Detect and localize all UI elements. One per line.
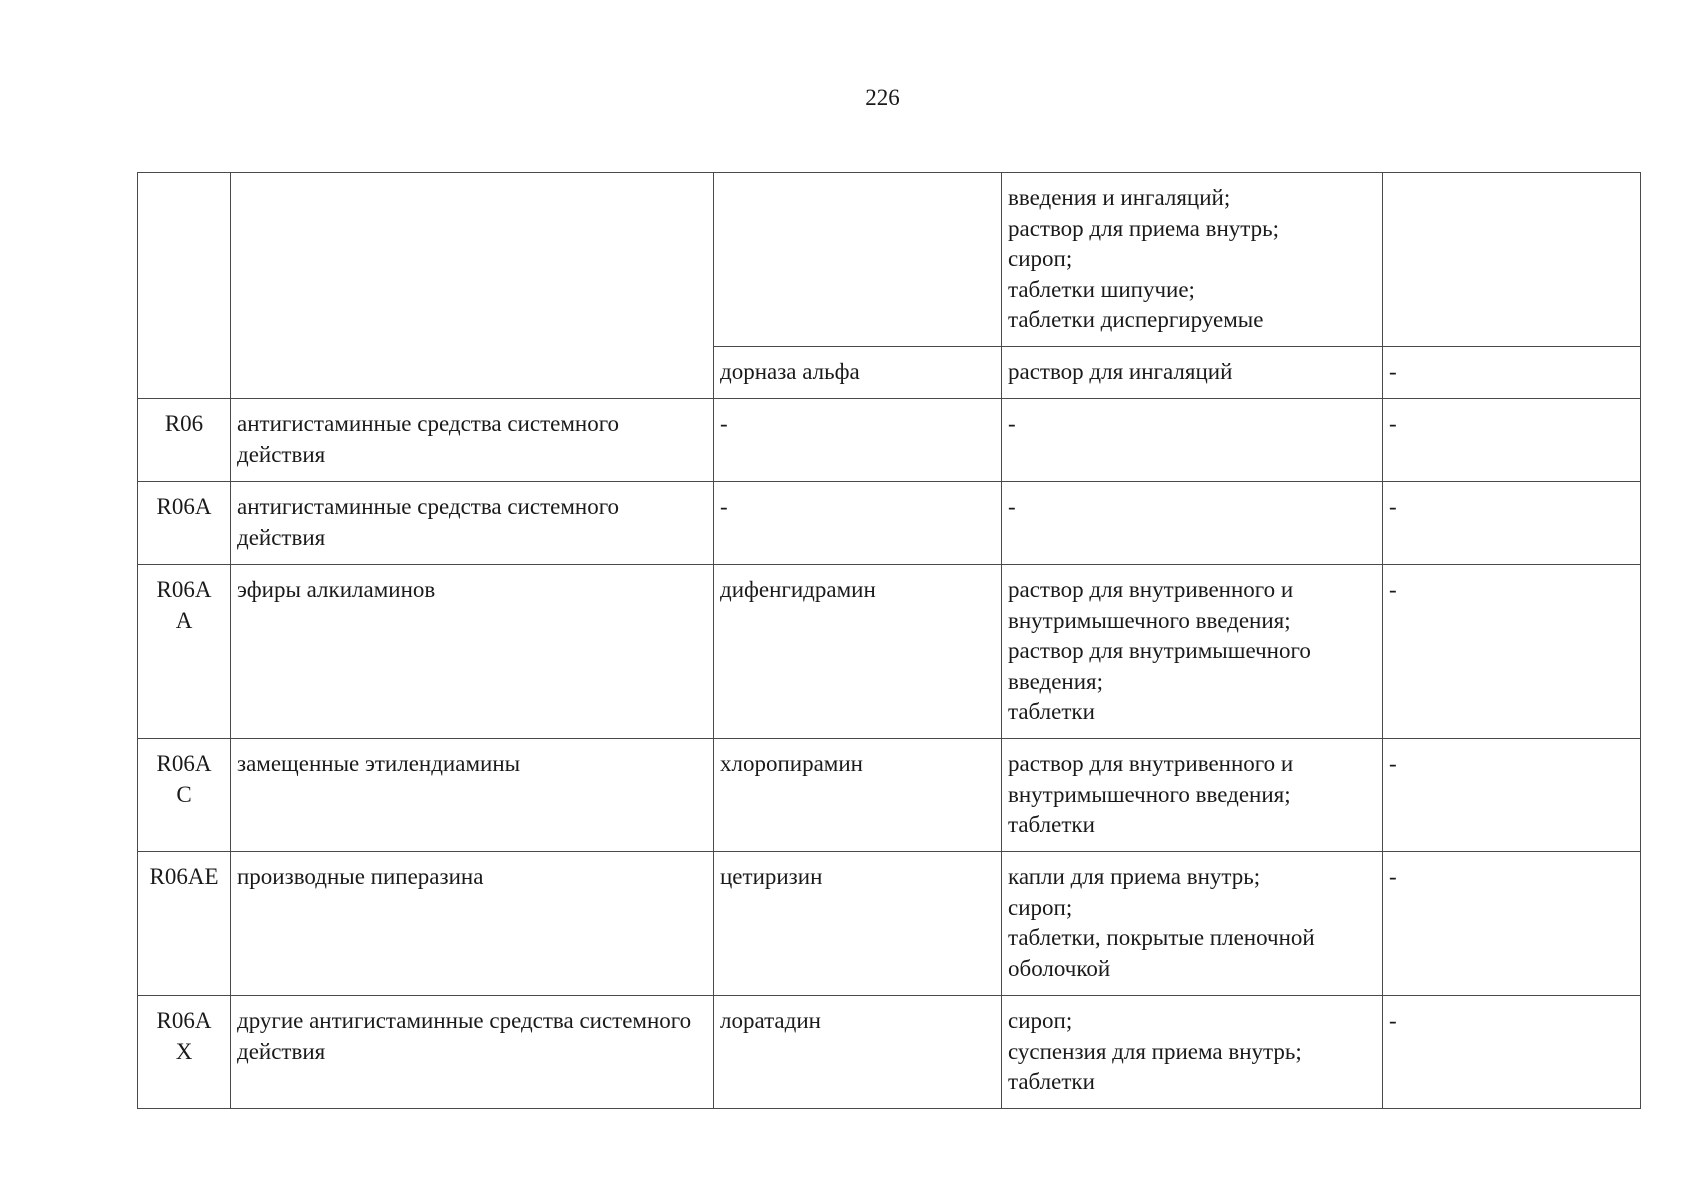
drug-name-cell: лоратадин	[714, 996, 1002, 1109]
drug-name-cell: цетиризин	[714, 852, 1002, 996]
table-row	[138, 852, 1641, 996]
atc-code-cell	[138, 173, 231, 399]
note-cell: -	[1383, 565, 1641, 739]
atc-code-cell: R06A A	[138, 565, 231, 739]
drug-name-cell: -	[714, 482, 1002, 565]
drug-name-cell	[714, 173, 1002, 347]
drug-name-cell: дифенгидрамин	[714, 565, 1002, 739]
atc-code-cell: R06AE	[138, 852, 231, 996]
note-cell: -	[1383, 347, 1641, 399]
group-name-cell: замещенные этилендиамины	[231, 739, 714, 852]
group-name-cell: антигистаминные средства системного действия	[231, 482, 714, 565]
drug-name-cell: -	[714, 399, 1002, 482]
group-name-cell	[231, 173, 714, 399]
table-row	[138, 482, 1641, 565]
group-name-cell: эфиры алкиламинов	[231, 565, 714, 739]
group-name-cell: производные пиперазина	[231, 852, 714, 996]
table-row	[138, 399, 1641, 482]
dosage-forms-cell: раствор для ингаляций	[1002, 347, 1383, 399]
dosage-forms-cell: введения и ингаляций; раствор для приема внутрь; сироп; таблетки шипучие; таблетки диспергируемые	[1002, 173, 1383, 347]
drug-table	[137, 172, 1641, 1109]
atc-code-cell: R06A	[138, 482, 231, 565]
page-number: 226	[865, 85, 900, 110]
note-cell: -	[1383, 852, 1641, 996]
drug-name-cell: дорназа альфа	[714, 347, 1002, 399]
table-row	[138, 996, 1641, 1109]
atc-code-cell: R06A C	[138, 739, 231, 852]
dosage-forms-cell: раствор для внутривенного и внутримышечного введения; таблетки	[1002, 739, 1383, 852]
dosage-forms-cell: капли для приема внутрь; сироп; таблетки, покрытые пленочной оболочкой	[1002, 852, 1383, 996]
table-row	[138, 565, 1641, 739]
atc-code-cell: R06	[138, 399, 231, 482]
atc-code-cell: R06A X	[138, 996, 231, 1109]
group-name-cell: антигистаминные средства системного действия	[231, 399, 714, 482]
note-cell: -	[1383, 739, 1641, 852]
drug-name-cell: хлоропирамин	[714, 739, 1002, 852]
note-cell: -	[1383, 399, 1641, 482]
note-cell: -	[1383, 482, 1641, 565]
group-name-cell: другие антигистаминные средства системного действия	[231, 996, 714, 1109]
dosage-forms-cell: -	[1002, 482, 1383, 565]
table-row	[138, 173, 1641, 347]
dosage-forms-cell: сироп; суспензия для приема внутрь; таблетки	[1002, 996, 1383, 1109]
dosage-forms-cell: -	[1002, 399, 1383, 482]
dosage-forms-cell: раствор для внутривенного и внутримышечного введения; раствор для внутримышечного введения; таблетки	[1002, 565, 1383, 739]
table-row	[138, 739, 1641, 852]
note-cell	[1383, 173, 1641, 347]
note-cell: -	[1383, 996, 1641, 1109]
